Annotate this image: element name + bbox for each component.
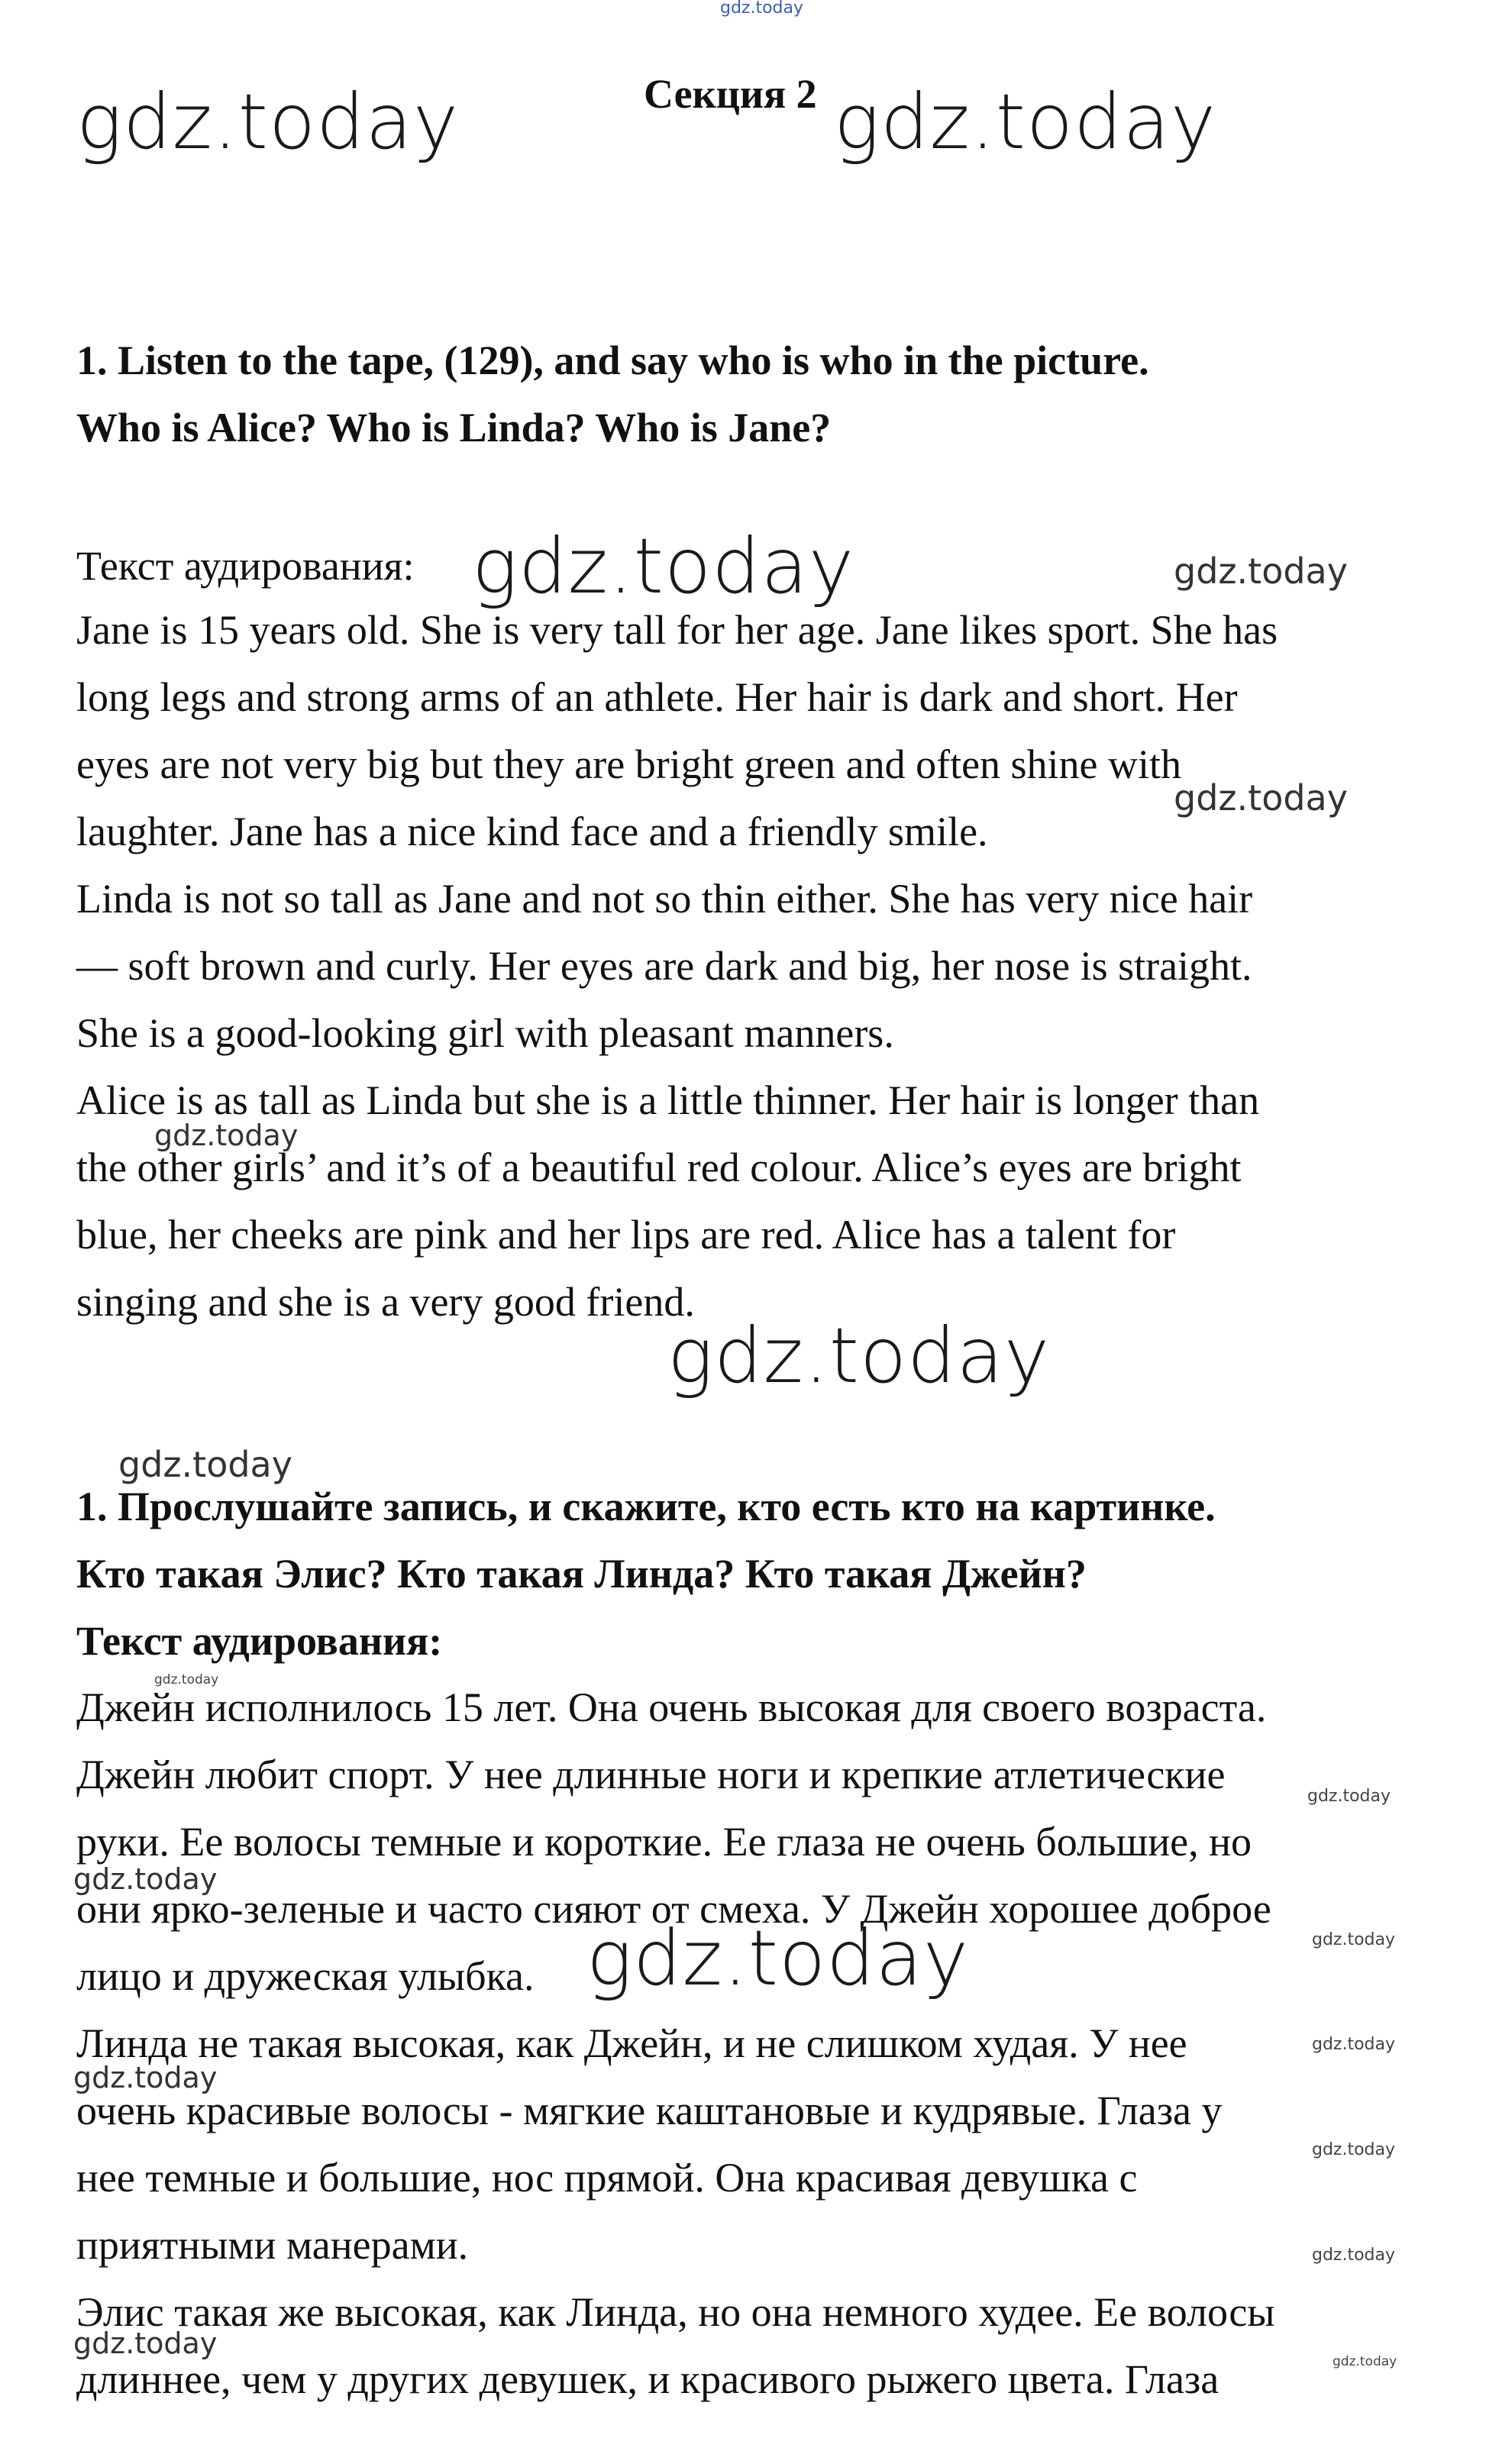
watermark: gdz.today <box>154 1672 219 1687</box>
watermark: gdz.today <box>834 77 1217 166</box>
watermark: gdz.today <box>73 2061 218 2094</box>
text-line: лицо и дружеская улыбка. <box>76 1953 535 1999</box>
exercise-en-label: Текст аудирования: <box>76 543 415 589</box>
watermark: gdz.today <box>73 1862 218 1896</box>
text-line: laughter. Jane has a nice kind face and a friendly smile. <box>76 809 988 854</box>
heading-line: Текст аудирования: <box>76 1618 443 1664</box>
watermark: gdz.today <box>1174 777 1348 819</box>
heading-line: 1. Прослушайте запись, и скажите, кто есть кто на картинке. <box>76 1484 1216 1529</box>
text-line: eyes are not very big but they are bright green and often shine with <box>76 741 1182 787</box>
text-line: blue, her cheeks are pink and her lips are red. Alice has a talent for <box>76 1212 1176 1258</box>
heading-line: 1. Listen to the tape, (129), and say who is who in the picture. <box>76 337 1149 383</box>
watermark: gdz.today <box>118 1444 292 1485</box>
exercise-ru-text <box>76 1674 1420 2413</box>
watermark: gdz.today <box>720 0 804 18</box>
text-line: singing and she is a very good friend. <box>76 1279 695 1325</box>
text-line: Линда не такая высокая, как Джейн, и не слишком худая. У нее <box>76 2020 1187 2066</box>
text-line: руки. Ее волосы темные и короткие. Ее глаза не очень большие, но <box>76 1819 1252 1865</box>
text-line: the other girls’ and it’s of a beautiful red colour. Alice’s eyes are bright <box>76 1145 1242 1190</box>
watermark: gdz.today <box>73 2327 218 2360</box>
watermark: gdz.today <box>1174 551 1348 592</box>
text-line: — soft brown and curly. Her eyes are dark and big, her nose is straight. <box>76 943 1252 989</box>
text-line: очень красивые волосы - мягкие каштановые и кудрявые. Глаза у <box>76 2088 1223 2133</box>
text-line: long legs and strong arms of an athlete. Her hair is dark and short. Her <box>76 674 1238 720</box>
watermark: gdz.today <box>76 77 460 166</box>
text-line: Элис такая же высокая, как Линда, но она немного худее. Ее волосы <box>76 2289 1275 2335</box>
text-line: Джейн исполнилось 15 лет. Она очень высокая для своего возраста. <box>76 1684 1267 1730</box>
text-line: приятными манерами. <box>76 2222 469 2268</box>
watermark: gdz.today <box>154 1119 299 1152</box>
text-line: Джейн любит спорт. У нее длинные ноги и крепкие атлетические <box>76 1752 1226 1797</box>
heading-line: Кто такая Элис? Кто такая Линда? Кто такая Джейн? <box>76 1551 1087 1597</box>
text-line: они ярко-зеленые и часто сияют от смеха. У Джейн хорошее доброе <box>76 1886 1271 1932</box>
watermark: gdz.today <box>1333 2354 1397 2369</box>
text-line: Linda is not so tall as Jane and not so thin either. She has very nice hair <box>76 876 1253 922</box>
text-line: нее темные и большие, нос прямой. Она красивая девушка с <box>76 2155 1138 2201</box>
text-line: длиннее, чем у других девушек, и красивого рыжего цвета. Глаза <box>76 2356 1219 2402</box>
text-line: She is a good-looking girl with pleasant manners. <box>76 1010 894 1056</box>
watermark: gdz.today <box>1312 2246 1396 2265</box>
watermark: gdz.today <box>1312 2140 1396 2159</box>
exercise-ru-heading <box>76 1473 1420 1674</box>
exercise-en-heading <box>76 327 1420 461</box>
watermark: gdz.today <box>472 522 855 611</box>
watermark: gdz.today <box>586 1913 970 2003</box>
watermark: gdz.today <box>667 1311 1051 1400</box>
text-line: Alice is as tall as Linda but she is a little thinner. Her hair is longer than <box>76 1077 1260 1123</box>
text-line: Jane is 15 years old. She is very tall for her age. Jane likes sport. She has <box>76 607 1278 653</box>
page-title: Секция 2 <box>644 71 817 117</box>
heading-line: Who is Alice? Who is Linda? Who is Jane? <box>76 405 832 450</box>
watermark: gdz.today <box>1312 1930 1396 1949</box>
watermark: gdz.today <box>1312 2035 1396 2054</box>
watermark: gdz.today <box>1307 1787 1391 1806</box>
exercise-en-text <box>76 596 1420 1335</box>
